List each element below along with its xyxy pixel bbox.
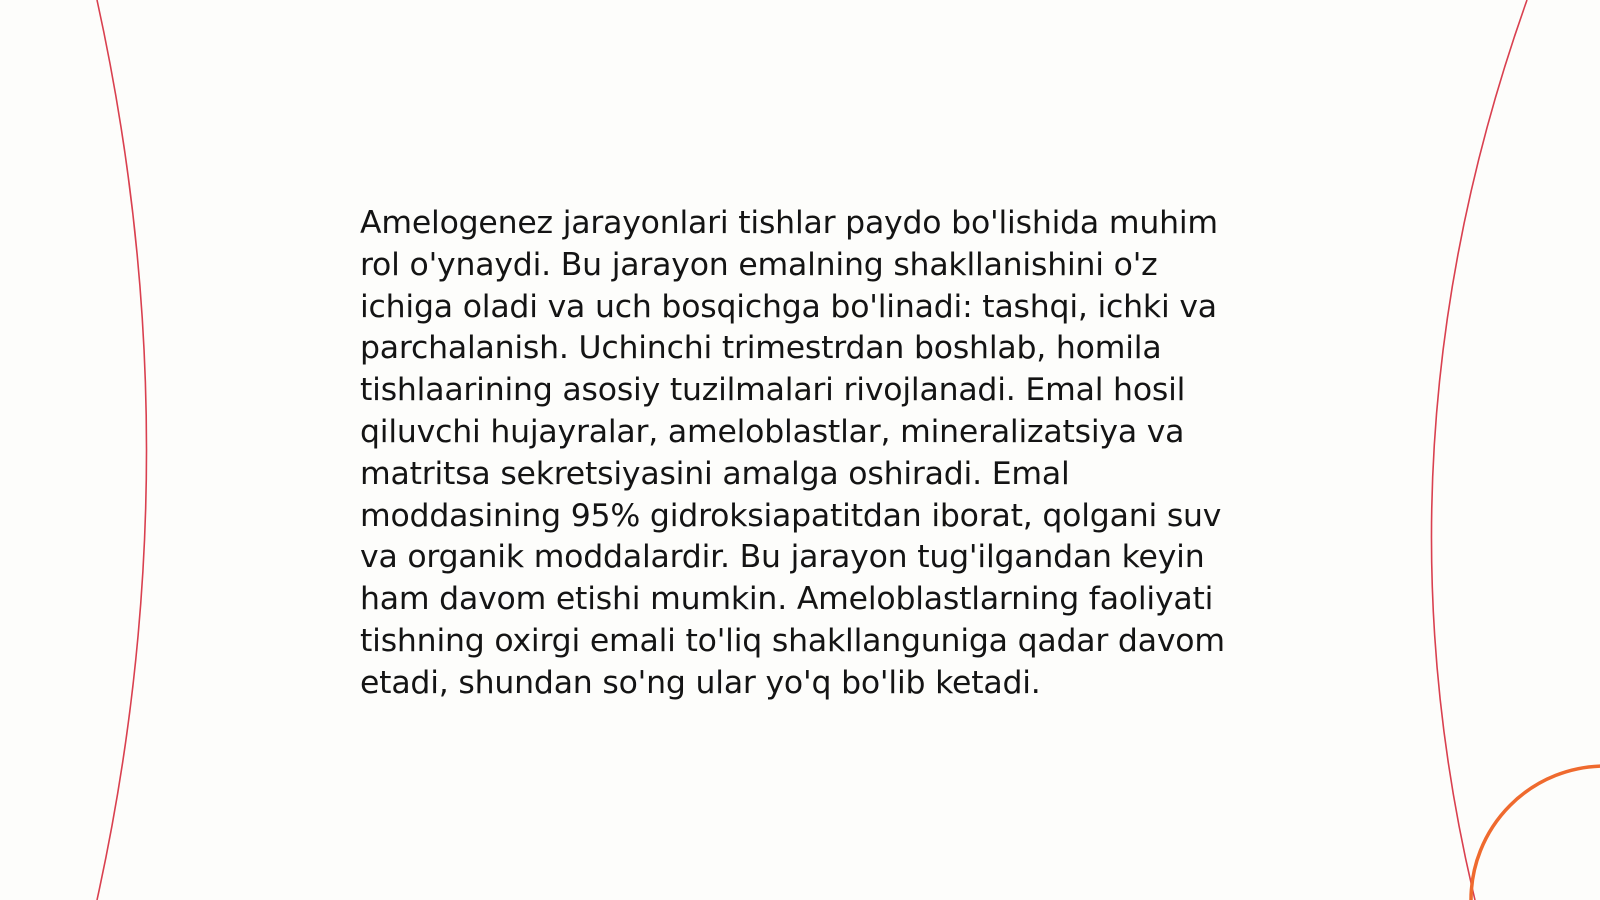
right-curve-line	[1431, 0, 1527, 900]
slide-body-text: Amelogenez jarayonlari tishlar paydo bo'lishida muhim rol o'ynaydi. Bu jarayon emalning shakllanishini o'z ichiga oladi va uch bosqichga bo'linadi: tashqi, ichki va parchalanish. Uchinchi trimestrdan boshlab, homila tishlaarining asosiy tuzilmalari rivojlanadi. Emal hosil qiluvchi hujayralar, ameloblastlar, mineralizatsiya va matritsa sekretsiyasini amalga oshiradi. Emal moddasining 95% gidroksiapatitdan iborat, qolgani suv va organik moddalardir. Bu jarayon tug'ilgandan keyin ham davom etishi mumkin. Ameloblastlarning faoliyati tishning oxirgi emali to'liq shakllanguniga qadar davom etadi, shundan so'ng ular yo'q bo'lib ketadi.	[360, 205, 1225, 701]
left-curve-line	[97, 0, 147, 900]
accent-circle	[1471, 766, 1600, 900]
